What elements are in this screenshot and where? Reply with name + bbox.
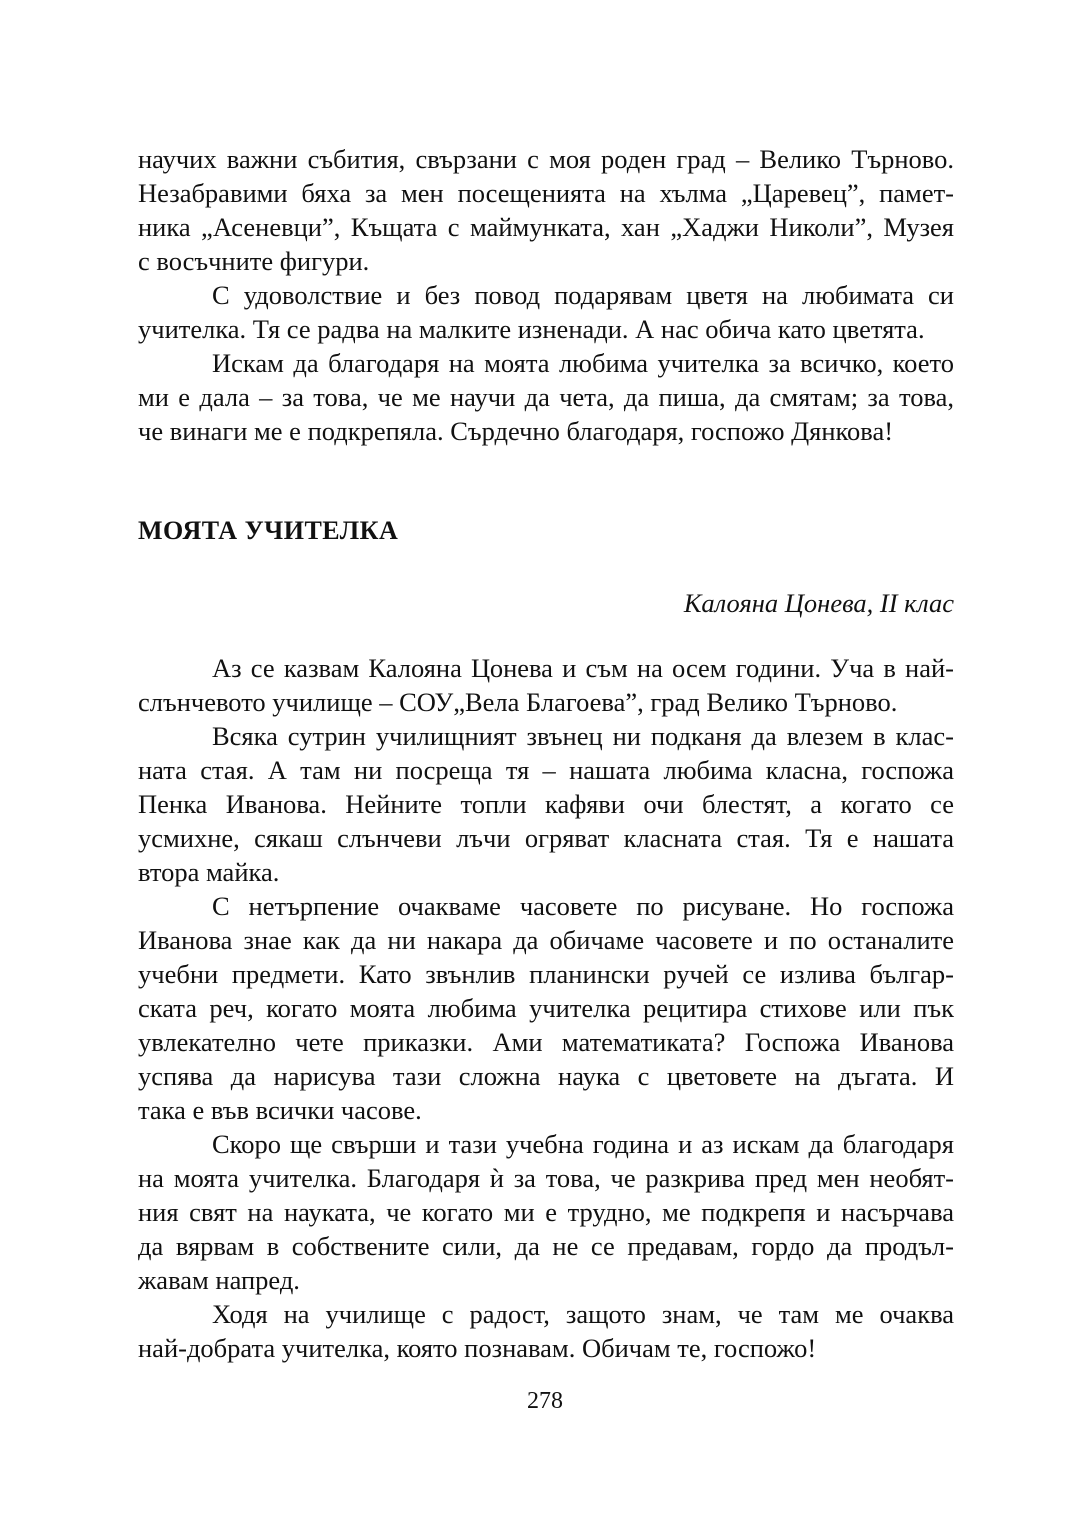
text-line: слънчевото училище – СОУ„Вела Благоева”, град Велико Търново. — [138, 687, 898, 717]
text-line: Пенка Иванова. Нейните топли кафяви очи блестят, а когато се — [138, 789, 954, 819]
text-line: Искам да благодаря на моята любима учителка за всичко, което — [212, 348, 954, 378]
text-line: Скоро ще свърши и тази учебна година и аз искам да благодаря — [212, 1129, 954, 1159]
article-body — [138, 651, 954, 1365]
text-line: Незабравими бяха за мен посещенията на хълма „Царевец”, памет- — [138, 178, 954, 208]
text-line: Аз се казвам Калояна Цонева и съм на осем години. Уча в най- — [212, 653, 954, 683]
article-title: МОЯТА УЧИТЕЛКА — [138, 516, 399, 545]
text-line: Всяка сутрин училищният звънец ни подканя да влезем в клас- — [212, 721, 954, 751]
text-line: най-добрата учителка, която познавам. Обичам те, госпожо! — [138, 1333, 817, 1363]
text-line: че винаги ме е подкрепяла. Сърдечно благодаря, госпожо Дянкова! — [138, 416, 894, 446]
text-line: учебни предмети. Като звънлив планински ручей се излива българ- — [138, 959, 954, 989]
text-line: учителка. Тя се радва на малките изненади. А нас обича като цветята. — [138, 314, 925, 344]
text-line: научих важни събития, свързани с моя роден град – Велико Търново. — [138, 144, 954, 174]
article-author: Калояна Цонева, II клас — [683, 588, 954, 618]
intro-text-block — [138, 142, 954, 448]
text-line: ската реч, когато моята любима учителка рецитира стихове или пък — [138, 993, 954, 1023]
text-line: увлекателно чете приказки. Ами математиката? Госпожа Иванова — [138, 1027, 954, 1057]
text-line: да вярвам в собствените сили, да не се предавам, гордо да продъл- — [138, 1231, 954, 1261]
text-line: с восъчните фигури. — [138, 246, 370, 276]
text-line: успява да нарисува тази сложна наука с цветовете на дъгата. И — [138, 1061, 954, 1091]
text-line: ната стая. А там ни посреща тя – нашата любима класна, госпожа — [138, 755, 954, 785]
text-line: ми е дала – за това, че ме научи да чета, да пиша, да смятам; за това, — [138, 382, 954, 412]
text-line: С удоволствие и без повод подарявам цветя на любимата си — [212, 280, 954, 310]
text-line: жавам напред. — [138, 1265, 300, 1295]
text-line: С нетърпение очакваме часовете по рисуване. Но госпожа — [212, 891, 954, 921]
text-line: Ходя на училище с радост, защото знам, че там ме очаква — [212, 1299, 954, 1329]
text-line: на моята учителка. Благодаря ѝ за това, че разкрива пред мен необят- — [138, 1163, 954, 1193]
text-line: усмихне, сякаш слънчеви лъчи огряват класната стая. Тя е нашата — [138, 823, 954, 853]
page-number: 278 — [527, 1388, 563, 1414]
text-line: ника „Асеневци”, Къщата с маймунката, хан „Хаджи Николи”, Музея — [138, 212, 954, 242]
text-line: ния свят на науката, че когато ми е трудно, ме подкрепя и насърчава — [138, 1197, 954, 1227]
text-line: така е във всички часове. — [138, 1095, 422, 1125]
text-line: втора майка. — [138, 857, 280, 887]
text-line: Иванова знае как да ни накара да обичаме часовете и по останалите — [138, 925, 954, 955]
